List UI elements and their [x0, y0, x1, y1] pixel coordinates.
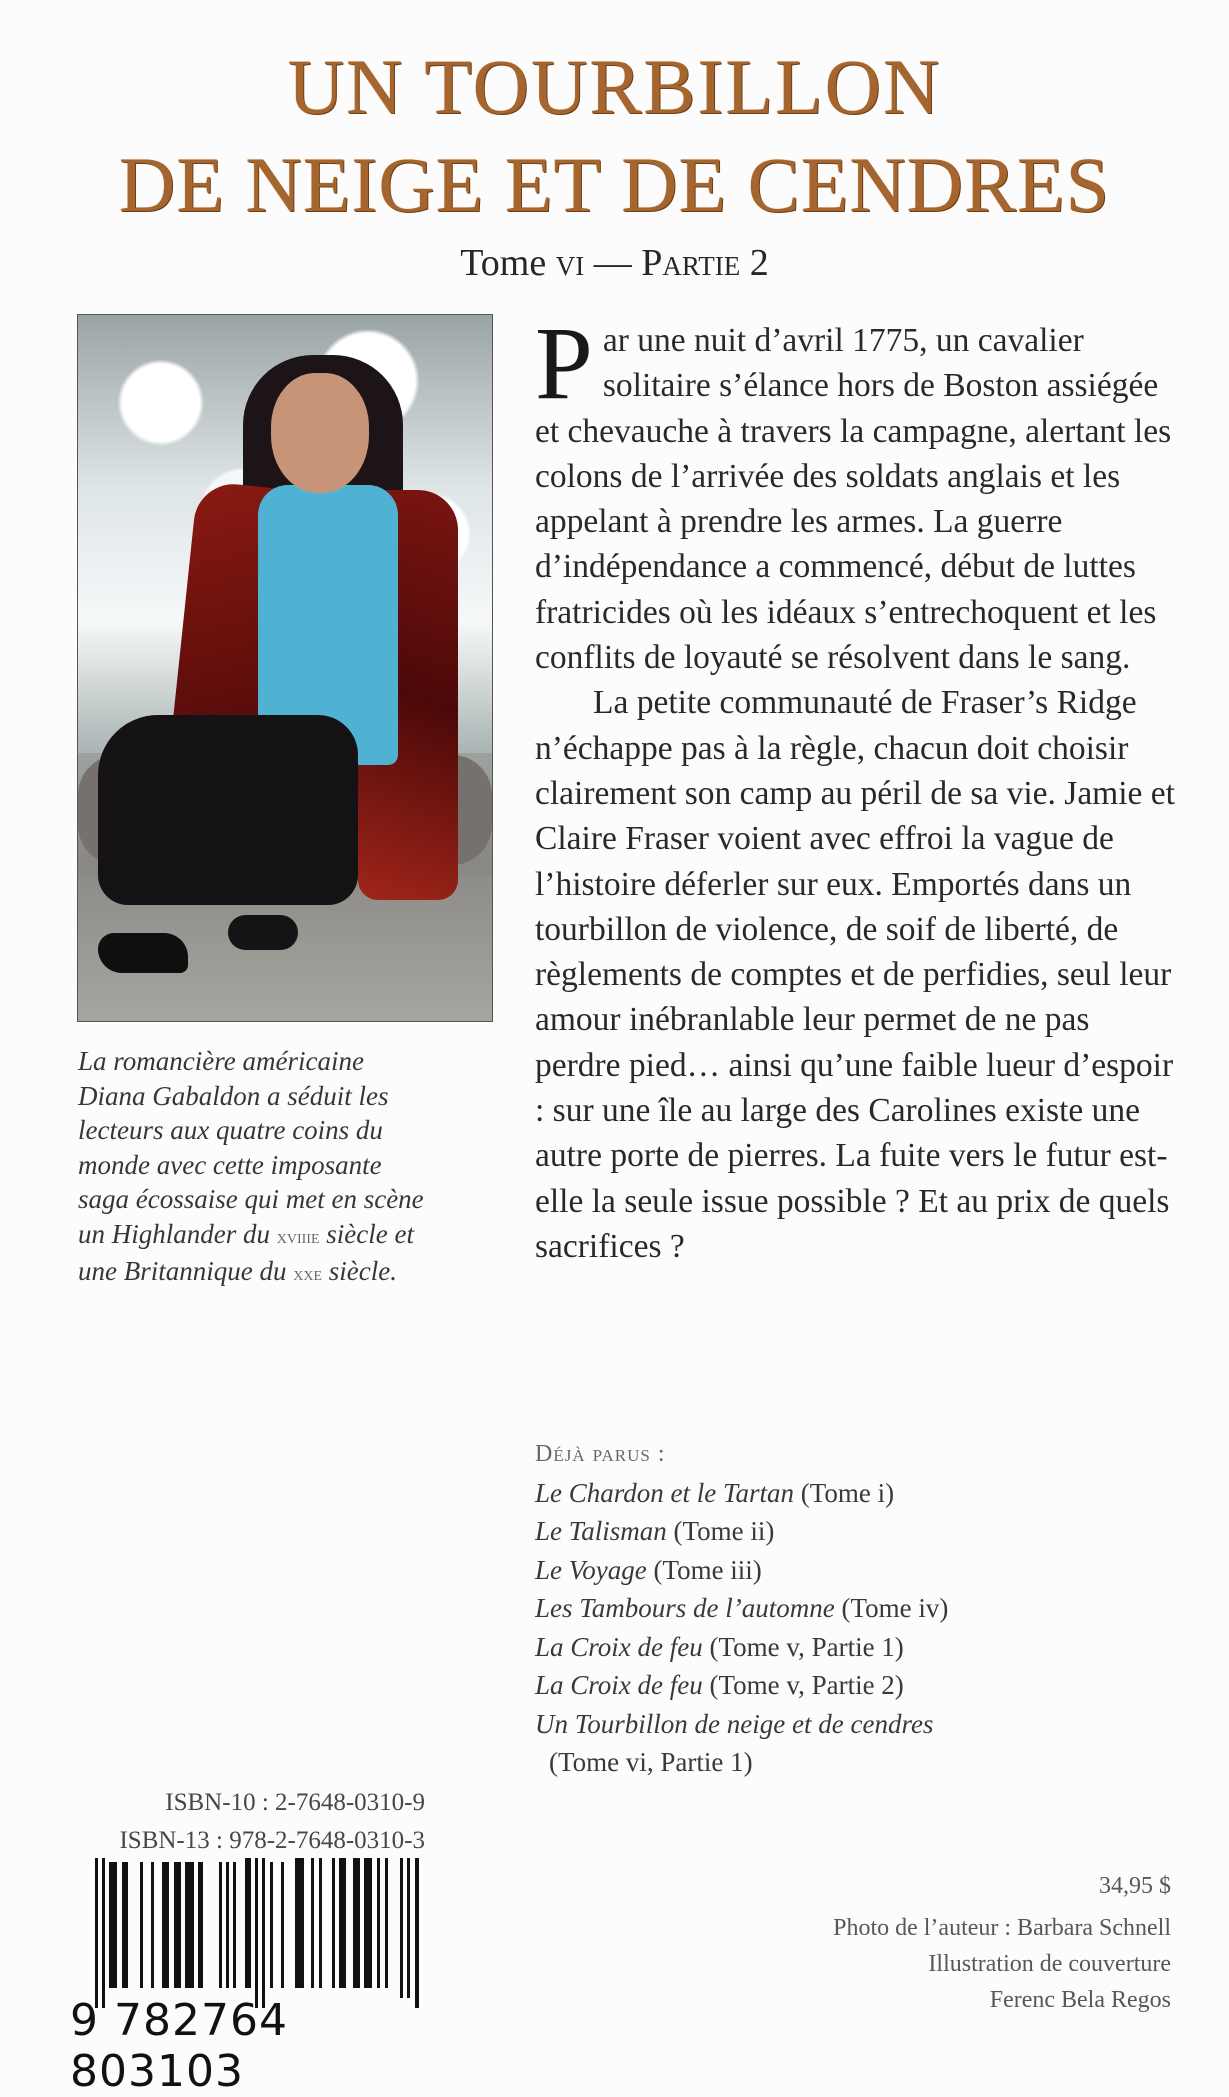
- caption-line: monde avec cette imposante: [78, 1149, 382, 1180]
- isbn-10: ISBN-10 : 2-7648-0310-9: [165, 1789, 425, 1816]
- caption-line: [78, 1254, 498, 1292]
- caption-line: lecteurs aux quatre coins du: [78, 1115, 383, 1145]
- author-legs: [98, 715, 358, 905]
- blurb: [535, 306, 1175, 1269]
- book-title-line2: DE NEIGE ET DE CENDRES: [118, 141, 1111, 228]
- drop-cap: P: [535, 306, 593, 421]
- previous-title-item: [535, 1705, 1175, 1744]
- title: Le Chardon et le Tartan: [535, 1477, 795, 1508]
- previous-title-item: [535, 1666, 1175, 1705]
- author-photo: [77, 314, 493, 1022]
- caption-text: une Britannique du: [78, 1256, 294, 1286]
- title: Les Tambours de l’automne: [535, 1593, 835, 1623]
- tome: (Tome ii): [666, 1516, 775, 1546]
- caption-text: un Highlander du: [78, 1218, 277, 1249]
- caption-line: [78, 1217, 498, 1255]
- barcode-digits: 9 782764 803103: [70, 1995, 288, 2097]
- shoe: [98, 933, 188, 973]
- title: Le Voyage: [535, 1554, 647, 1585]
- subtitle-tome-number: vi: [555, 242, 585, 284]
- author-face: [271, 373, 369, 493]
- book-title-line1: UN TOURBILLON: [287, 43, 942, 130]
- tome: (Tome v, Partie 1): [702, 1631, 904, 1662]
- blurb-paragraph-1: [535, 306, 1175, 680]
- volume-subtitle: [0, 240, 1229, 286]
- previous-titles: [535, 1435, 1175, 1782]
- shoe: [228, 915, 298, 950]
- subtitle-tome: Tome: [460, 242, 547, 284]
- blurb-paragraph-2: La petite communauté de Fraser’s Ridge n’échappe pas à la règle, chacun doit choisir clairement son camp au péril de sa vie. Jamie et Claire Fraser voient avec effroi la vague de l’histoire déferler sur eux. Emportés dans un tourbillon de violence, de soif de liberté, de règlements de comptes et de perfidies, seul leur amour inébranlable leur permet de ne pas perdre pied… ainsi qu’une faible lueur d’espoir : sur une île au large des Carolines existe une autre porte de pierres. La fuite vers le futur est-elle la seule issue possible ? Et au prix de quels sacrifices ?: [535, 684, 1175, 1265]
- previous-title-item: [535, 1589, 1175, 1628]
- tome: (Tome iii): [646, 1554, 762, 1585]
- previous-title-item: [535, 1512, 1175, 1551]
- subtitle-dash: —: [584, 242, 642, 284]
- previous-titles-heading: Déjà parus :: [535, 1441, 666, 1467]
- tome: (Tome v, Partie 2): [702, 1670, 904, 1700]
- credits-block: [671, 1868, 1171, 2018]
- previous-title-item: [535, 1551, 1175, 1590]
- century-numeral: xviiie: [276, 1225, 320, 1248]
- caption-line: saga écossaise qui met en scène: [78, 1184, 424, 1214]
- title: La Croix de feu: [535, 1670, 703, 1700]
- previous-title-continuation: (Tome vi, Partie 1): [549, 1747, 753, 1777]
- illustration-credit-name: Ferenc Bela Regos: [989, 1987, 1171, 2013]
- caption-text: siècle et: [319, 1218, 414, 1249]
- caption-line: La romancière américaine: [78, 1046, 364, 1076]
- previous-title-item: [535, 1628, 1175, 1667]
- illustration-credit-label: Illustration de couverture: [928, 1951, 1171, 1977]
- isbn-block: [85, 1784, 425, 1860]
- photo-credit: Photo de l’auteur : Barbara Schnell: [833, 1915, 1171, 1941]
- blurb-text: ar une nuit d’avril 1775, un cavalier solitaire s’élance hors de Boston assiégée et chevauche à travers la campagne, alertant les colons de l’arrivée des soldats anglais et les appelant à prendre les armes. La guerre d’indépendance a commencé, début de luttes fratricides où les idéaux s’entrechoquent et les conflits de loyauté se résolvent dans le sang.: [535, 322, 1172, 677]
- tome: (Tome i): [794, 1477, 895, 1508]
- caption-text: siècle.: [322, 1256, 397, 1286]
- subtitle-partie: Partie 2: [641, 242, 769, 284]
- photo-caption: [78, 1044, 498, 1292]
- title: La Croix de feu: [535, 1631, 703, 1662]
- title: Un Tourbillon de neige et de cendres: [535, 1708, 934, 1739]
- barcode-icon: [95, 1858, 425, 2008]
- previous-title-item: [535, 1474, 1175, 1513]
- tome: (Tome iv): [834, 1593, 949, 1623]
- price: 34,95 $: [1099, 1873, 1171, 1899]
- isbn-13: ISBN-13 : 978-2-7648-0310-3: [119, 1827, 425, 1854]
- title: Le Talisman: [535, 1516, 667, 1546]
- caption-line: Diana Gabaldon a séduit les: [78, 1080, 389, 1111]
- century-numeral: xxe: [293, 1263, 323, 1285]
